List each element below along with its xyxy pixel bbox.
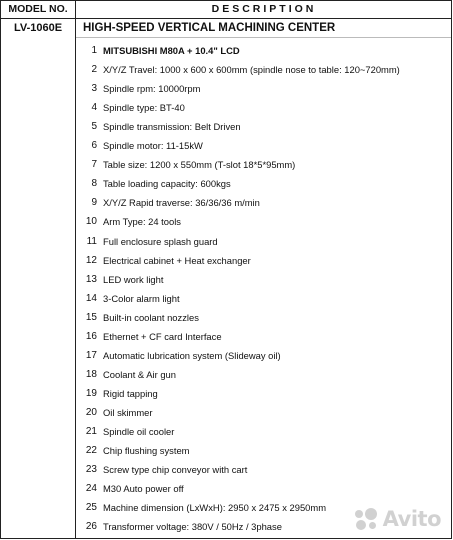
spec-text: Built-in coolant nozzles bbox=[103, 311, 199, 323]
spec-row bbox=[76, 327, 451, 346]
spec-number: 21 bbox=[85, 426, 97, 437]
spec-text: Arm Type: 24 tools bbox=[103, 216, 181, 228]
spec-row bbox=[76, 460, 451, 479]
spec-number: 13 bbox=[85, 273, 97, 285]
spec-number: 7 bbox=[91, 159, 97, 171]
spec-text: Transformer voltage: 380V / 50Hz / 3phase bbox=[103, 521, 282, 533]
spec-text: Table size: 1200 x 550mm (T-slot 18*5*95mm) bbox=[103, 159, 296, 171]
spec-text: Rigid tapping bbox=[103, 387, 158, 399]
spec-text: Spindle motor: 11-15kW bbox=[103, 140, 203, 152]
spec-number: 14 bbox=[85, 292, 97, 304]
spec-number: 26 bbox=[85, 521, 97, 533]
model-number: LV-1060E bbox=[13, 22, 63, 34]
spec-row bbox=[76, 365, 451, 384]
spec-number: 5 bbox=[91, 121, 97, 133]
spec-text: Coolant & Air gun bbox=[103, 368, 176, 380]
model-column-header: MODEL NO. bbox=[1, 1, 76, 18]
spec-number: 6 bbox=[91, 140, 97, 152]
spec-row bbox=[76, 403, 451, 422]
spec-text: LED work light bbox=[103, 273, 164, 285]
spec-number: 8 bbox=[91, 178, 97, 190]
spec-text: X/Y/Z Travel: 1000 x 600 x 600mm (spindle nose to table: 120~720mm) bbox=[103, 64, 400, 76]
spec-row bbox=[76, 422, 451, 441]
spec-text: Electrical cabinet + Heat exchanger bbox=[103, 254, 251, 266]
spec-row bbox=[76, 441, 451, 460]
description-column-header: DESCRIPTION bbox=[211, 3, 317, 15]
spec-text: Spindle type: BT-40 bbox=[103, 102, 185, 114]
spec-text: Spindle oil cooler bbox=[103, 426, 175, 437]
spec-number: 15 bbox=[85, 311, 97, 323]
spec-number: 2 bbox=[91, 64, 97, 76]
spec-text: M30 Auto power off bbox=[103, 483, 184, 495]
spec-number: 3 bbox=[91, 83, 97, 95]
spec-row bbox=[76, 136, 451, 155]
spec-number: 16 bbox=[85, 330, 97, 342]
spec-row bbox=[76, 60, 451, 79]
spec-number: 12 bbox=[85, 254, 97, 266]
spec-text: Oil skimmer bbox=[103, 406, 153, 418]
spec-row bbox=[76, 117, 451, 136]
avito-watermark-text: Avito bbox=[382, 507, 441, 531]
table-header bbox=[1, 1, 452, 19]
spec-row bbox=[76, 479, 451, 498]
spec-row bbox=[76, 174, 451, 193]
spec-text: Spindle transmission: Belt Driven bbox=[103, 121, 241, 133]
spec-text: MITSUBISHI M80A + 10.4" LCD bbox=[103, 45, 240, 56]
spec-text: 3-Color alarm light bbox=[103, 292, 180, 304]
spec-row bbox=[76, 98, 451, 117]
spec-text: Machine dimension (LxWxH): 2950 x 2475 x 2950mm bbox=[103, 502, 327, 514]
spec-number: 19 bbox=[85, 387, 97, 399]
spec-text: Spindle rpm: 10000rpm bbox=[103, 83, 201, 95]
model-column bbox=[1, 19, 76, 538]
spec-row bbox=[76, 193, 451, 212]
spec-number: 24 bbox=[85, 483, 97, 495]
spec-number: 20 bbox=[85, 406, 97, 418]
spec-number: 9 bbox=[91, 197, 97, 209]
spec-row bbox=[76, 251, 451, 270]
spec-row bbox=[76, 232, 451, 251]
spec-text: Table loading capacity: 600kgs bbox=[103, 178, 231, 190]
spec-row bbox=[76, 270, 451, 289]
spec-text: Full enclosure splash guard bbox=[103, 235, 218, 247]
spec-row bbox=[76, 384, 451, 403]
title-divider bbox=[76, 37, 451, 38]
avito-watermark bbox=[355, 507, 441, 531]
spec-number: 23 bbox=[85, 464, 97, 476]
spec-text: Chip flushing system bbox=[103, 445, 190, 457]
spec-number: 11 bbox=[86, 235, 97, 247]
spec-text: Automatic lubrication system (Slideway oil) bbox=[103, 349, 281, 361]
spec-text: Screw type chip conveyor with cart bbox=[103, 464, 248, 476]
spec-row bbox=[76, 289, 451, 308]
spec-number: 1 bbox=[91, 45, 97, 56]
spec-row bbox=[76, 308, 451, 327]
spec-number: 17 bbox=[85, 349, 97, 361]
spec-number: 4 bbox=[91, 102, 97, 114]
spec-text: X/Y/Z Rapid traverse: 36/36/36 m/min bbox=[103, 197, 260, 209]
spec-number: 10 bbox=[85, 216, 97, 228]
spec-row bbox=[76, 79, 451, 98]
machine-title: HIGH-SPEED VERTICAL MACHINING CENTER bbox=[83, 22, 336, 34]
avito-logo-icon bbox=[355, 508, 379, 530]
spec-row bbox=[76, 346, 451, 365]
spec-row bbox=[76, 212, 451, 231]
spec-row bbox=[76, 155, 451, 174]
spec-number: 25 bbox=[85, 502, 97, 514]
spec-row bbox=[76, 41, 451, 60]
spec-number: 22 bbox=[85, 445, 97, 457]
spec-text: Ethernet + CF card Interface bbox=[103, 330, 222, 342]
spec-number: 18 bbox=[85, 368, 97, 380]
